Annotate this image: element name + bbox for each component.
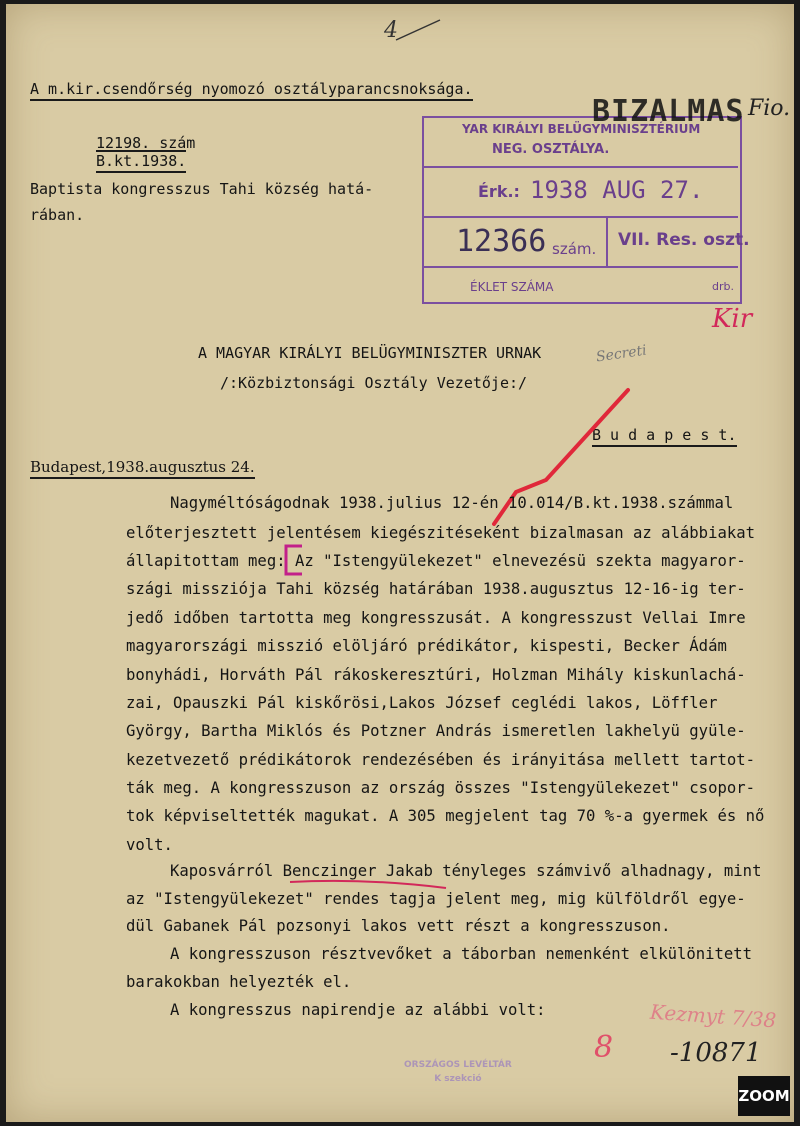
body-line: A kongresszuson résztvevőket a táborban nemenként elkülönitett: [170, 945, 753, 963]
body-line: tok képviseltették magukat. A 305 megjelent tag 70 %-a gyermek és nő: [126, 807, 765, 825]
body-line: ták meg. A kongresszuson az ország összes "Istengyülekezet" csopor-: [126, 779, 756, 797]
body-line: előterjesztett jelentésem kiegészitéseként bizalmasan az alábbiakat: [126, 524, 756, 542]
red-underline: [286, 876, 456, 892]
body-line: volt.: [126, 836, 173, 854]
archive-stamp-line-1: ORSZÁGOS LEVÉLTÁR: [404, 1060, 512, 1070]
document-page: [6, 4, 794, 1122]
subject-line-1: Baptista kongresszus Tahi község hatá-: [30, 180, 374, 198]
body-line: kezetvezető prédikátorok rendezésében és irányitása mellett tartot-: [126, 751, 756, 769]
handwritten-kir: Kir: [712, 304, 753, 334]
confidential-stamp: BIZALMAS: [592, 94, 745, 129]
stamp-line-2: NEG. OSZTÁLYA.: [492, 142, 610, 157]
stamp-row-divider-1: [422, 166, 738, 168]
stamp-attachment-label: ÉKLET SZÁMA: [470, 280, 554, 294]
body-line: zai, Opauszki Pál kiskőrösi,Lakos József ceglédi lakos, Löffler: [126, 694, 718, 712]
header-office: A m.kir.csendőrség nyomozó osztályparancsnoksága.: [30, 80, 473, 101]
stamp-col-divider: [606, 216, 608, 266]
stamp-row-divider-2: [422, 216, 738, 218]
zoom-watermark-logo: ZOOM: [738, 1076, 790, 1116]
body-line: dül Gabanek Pál pozsonyi lakos vett részt a kongresszuson.: [126, 917, 671, 935]
stamp-pieces: drb.: [712, 280, 734, 293]
handwritten-bottom-b: -10871: [670, 1038, 762, 1068]
date-line: Budapest,1938.augusztus 24.: [30, 458, 255, 479]
page-mark-stroke: [394, 14, 444, 44]
stamp-number-label: szám.: [552, 240, 597, 258]
body-line: bonyhádi, Horváth Pál rákoskeresztúri, Holzman Mihály kiskunlachá-: [126, 666, 746, 684]
archive-stamp: [404, 1058, 512, 1086]
destination-city: B u d a p e s t.: [592, 426, 737, 447]
body-line: barakokban helyezték el.: [126, 973, 352, 991]
addressee-line-2: /:Közbiztonsági Osztály Vezetője:/: [220, 374, 528, 392]
reference-number: 12198. szám: [96, 134, 196, 152]
stamp-row-divider-3: [422, 266, 738, 268]
body-line: Nagyméltóságodnak 1938.julius 12-én 10.014/B.kt.1938.számmal: [170, 494, 734, 512]
page-mark: 4: [384, 18, 398, 43]
stamp-date-label: Érk.:: [478, 182, 520, 201]
body-line: György, Bartha Miklós és Potzner András ismeretlen lakhelyü gyüle-: [126, 722, 746, 740]
stamp-number-value: 12366: [456, 224, 547, 259]
reference-code: B.kt.1938.: [96, 150, 186, 173]
body-line: A kongresszus napirendje az alábbi volt:: [170, 1001, 546, 1019]
body-line: az "Istengyülekezet" rendes tagja jelent meg, mig külföldről egye-: [126, 890, 746, 908]
stamp-line-1: YAR KIRÁLYI BELÜGYMINISZTÉRIUM: [462, 122, 701, 136]
body-line: magyarországi misszió elöljáró prédikátor, kispesti, Becker Ádám: [126, 637, 727, 655]
body-line: szági missziója Tahi község határában 1938.augusztus 12-16-ig ter-: [126, 580, 746, 598]
handwritten-note-mid: Secreti: [595, 342, 648, 366]
handwritten-bottom-a: Kezmyt 7/38: [649, 999, 778, 1033]
stamp-department: VII. Res. oszt.: [618, 230, 750, 250]
archive-stamp-line-2: K szekció: [434, 1074, 482, 1084]
body-line: jedő időben tartotta meg kongresszusát. A kongresszust Vellai Imre: [126, 609, 746, 627]
body-line: állapitottam meg: Az "Istengyülekezet" elnevezésü szekta magyaror-: [126, 552, 746, 570]
receipt-stamp: [422, 116, 750, 304]
handwritten-top-right: Fio.: [748, 96, 791, 121]
body-line: Kaposvárról Benczinger Jakab tényleges számvivő alhadnagy, mint: [170, 862, 762, 880]
subject-line-2: rában.: [30, 206, 85, 224]
stamp-date-value: 1938 AUG 27.: [530, 176, 704, 204]
handwritten-bottom-num8: 8: [594, 1030, 614, 1065]
addressee-line-1: A MAGYAR KIRÁLYI BELÜGYMINISZTER URNAK: [198, 344, 542, 362]
